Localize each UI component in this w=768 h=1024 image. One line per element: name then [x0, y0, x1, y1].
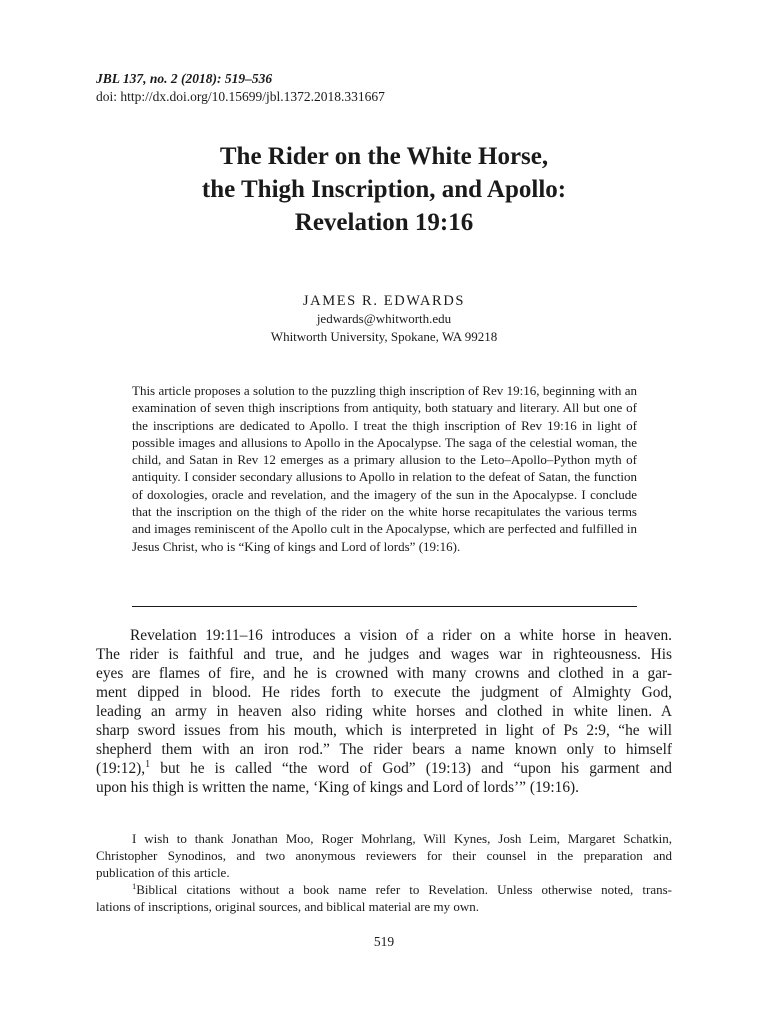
abstract: This article proposes a solution to the puzzling thigh inscription of Rev 19:16, beginning with an examination of seven thigh inscriptions from antiquity, both statuary and literary. All but one of the inscriptions are dedicated to Apollo. I treat the thigh inscription of Rev 19:16 in light of possible images and allusions to Apollo in the Apocalypse. The saga of the celestial woman, the child, and Satan in Rev 12 emerges as a primary allusion to the Leto–Apollo–Python myth of antiquity. I consider secondary allusions to Apollo in relation to the defeat of Satan, the function of doxologies, oracle and revelation, and the imagery of the sun in the Apocalypse. I conclude that the inscription on the thigh of the rider on the white horse recapitulates the various terms and images reminiscent of the Apollo cult in the Apocalypse, which are perfected and fulfilled in Jesus Christ, who is “King of kings and Lord of lords” (19:16). [132, 383, 637, 554]
citation-header [96, 70, 385, 106]
body-line: leading an army in heaven also riding white horses and clothed in white linen. A [96, 703, 672, 720]
footnote-1-line [96, 881, 672, 898]
abstract-divider [132, 606, 637, 607]
body-line [96, 759, 672, 778]
body-line: sharp sword issues from his mouth, which is interpreted in light of Ps 2:9, “he will [96, 722, 672, 739]
body-paragraph [96, 626, 672, 797]
article-title [96, 140, 672, 239]
body-text-segment: but he is called “the word of God” (19:13) and “upon his garment and [150, 760, 672, 777]
author-name: JAMES R. EDWARDS [302, 293, 466, 309]
doi-line: doi: http://dx.doi.org/10.15699/jbl.1372.2018.331667 [96, 89, 385, 104]
footnotes [96, 830, 672, 915]
footnote-reference[interactable]: 1 [145, 759, 151, 770]
page-number: 519 [373, 934, 395, 949]
author-email: jedwards@whitworth.edu [316, 311, 452, 326]
acknowledgment-line: I wish to thank Jonathan Moo, Roger Mohrlang, Will Kynes, Josh Leim, Margaret Schatkin, [132, 831, 672, 846]
author-affiliation: Whitworth University, Spokane, WA 99218 [270, 329, 498, 344]
acknowledgment-line: Christopher Synodinos, and two anonymous reviewers for their counsel in the preparation and [96, 848, 672, 863]
footnote-1-line: lations of inscriptions, original sources, and biblical material are my own. [96, 899, 480, 914]
body-line: upon his thigh is written the name, ‘King of kings and Lord of lords’” (19:16). [96, 779, 580, 796]
author-block [96, 292, 672, 346]
title-line-2: the Thigh Inscription, and Apollo: [201, 176, 567, 203]
body-text-segment: (19:12), [96, 760, 146, 777]
body-line: The rider is faithful and true, and he judges and wages war in righteousness. His [96, 646, 672, 663]
footnote-text: Biblical citations without a book name refer to Revelation. Unless otherwise noted, trans- [136, 882, 672, 897]
acknowledgment-line: publication of this article. [96, 865, 230, 880]
body-line: Revelation 19:11–16 introduces a vision of a rider on a white horse in heaven. [130, 627, 672, 644]
body-line: ment dipped in blood. He rides forth to execute the judgment of Almighty God, [96, 684, 672, 701]
body-line: eyes are flames of fire, and he is crowned with many crowns and clothed in a gar- [96, 665, 672, 682]
journal-citation: JBL 137, no. 2 (2018): 519–536 [96, 71, 273, 86]
body-line: shepherd them with an iron rod.” The rider bears a name known only to himself [96, 741, 672, 758]
title-line-1: The Rider on the White Horse, [219, 143, 549, 170]
title-line-3: Revelation 19:16 [294, 209, 474, 236]
footnote-marker: 1 [132, 881, 137, 891]
